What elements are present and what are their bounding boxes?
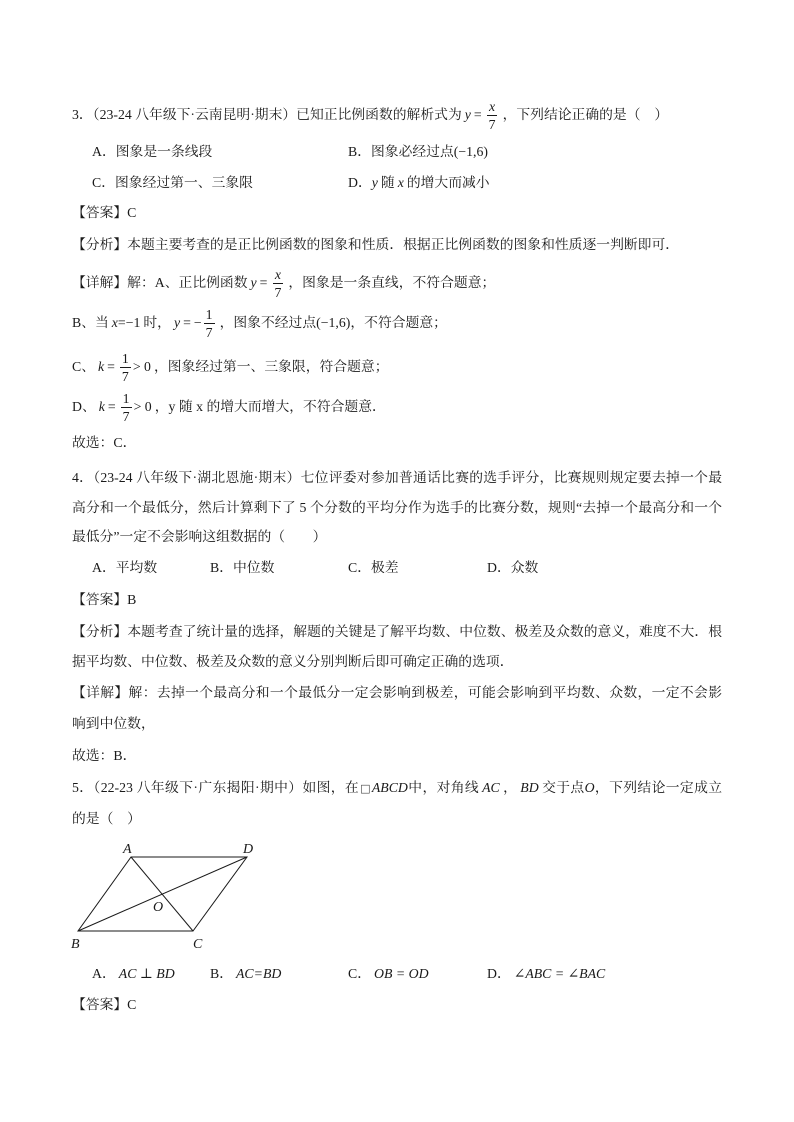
question-4-detail-line-2: 响到中位数， [72, 716, 155, 731]
option-d-mid: 随 [380, 175, 395, 190]
option-a [92, 963, 210, 985]
question-5-answer: 【答案】C [72, 997, 137, 1012]
fraction-numerator: 1 [121, 350, 129, 366]
fraction-denominator: 7 [122, 408, 130, 424]
option-b [348, 141, 722, 163]
question-3-stem-suffix: ，下列结论正确的是（ ） [502, 107, 669, 122]
formula-equals-sign: = [107, 359, 115, 374]
formula-y-equals-x-over-7 [250, 266, 286, 300]
formula-equals-sign: = [473, 107, 482, 122]
question-4-stem-line-1: 4．（23-24 八年级下·湖北恩施·期末）七位评委对参加普通话比赛的选手评分，比赛规则规定要去掉一个最 [72, 470, 722, 485]
question-5-stem-comma: ， [502, 780, 518, 795]
option-b [210, 963, 348, 985]
question-5 [72, 777, 722, 1016]
option-c: C．图象经过第一、三象限 [92, 175, 253, 190]
option-c: C．极差 [348, 560, 399, 575]
question-5-stem-text-3: ，下列结论一定成立 [594, 780, 723, 795]
question-4-detail-line-1: 【详解】解：去掉一个最高分和一个最低分一定会影响到极差，可能会影响到平均数、众数，一定不会影 [72, 685, 722, 700]
question-5-stem-text-2: 交于点 [541, 780, 585, 795]
detail-b-text: ，图象不经过点 [219, 315, 317, 330]
formula-var-y: y [250, 275, 257, 290]
question-3-options-row-2 [72, 172, 722, 194]
question-4-answer: 【答案】B [72, 592, 137, 607]
formula-minus-sign: − [193, 315, 202, 330]
question-3-stem-prefix: 3．（23-24 八年级下·云南昆明·期末）已知正比例函数的解析式为 [72, 107, 462, 122]
formula-condition-value: =−1 [117, 315, 141, 330]
fraction-numerator: x [274, 266, 281, 282]
detail-a-suffix: ，图象是一条直线，不符合题意； [288, 275, 496, 290]
option-b-text: B．图象必经过点 [348, 144, 454, 159]
parallelogram-diagram [60, 839, 270, 951]
formula-k-equals-1-over-7 [98, 350, 151, 384]
formula-var-x: x [111, 315, 118, 330]
option-c-label: C． [348, 966, 371, 981]
option-b-point: (−1,6) [453, 144, 488, 159]
question-4-stem-line-3: 最低分”一定不会影响这组数据的（ ） [72, 529, 327, 544]
formula-greater-than-zero: > 0 [133, 399, 152, 414]
intersection-label-o: O [153, 900, 164, 915]
option-d [487, 963, 722, 985]
question-5-stem-line-1 [72, 777, 722, 800]
fraction-x-over-7 [487, 100, 498, 132]
vertex-label-c: C [193, 937, 203, 951]
vertex-label-b: B [71, 937, 80, 951]
vertex-label-d: D [243, 842, 254, 857]
option-c-formula: OB = OD [374, 966, 429, 981]
detail-d-suffix: ，y 随 x 的增大而增大，不符合题意． [154, 399, 386, 414]
option-d-formula: ∠ABC = ∠BAC [513, 966, 606, 981]
point-o-name: O [584, 780, 595, 795]
question-4 [72, 467, 722, 767]
formula-equals-sign: = [107, 399, 116, 414]
option-d [348, 172, 722, 194]
option-d-var-x: x [397, 175, 404, 190]
parallelogram-figure [60, 839, 722, 951]
diagonal-bd-name: BD [520, 780, 539, 795]
parallelogram-symbol: □ [360, 782, 371, 795]
detail-b-point: (−1,6) [316, 315, 351, 330]
option-d-end: 的增大而减小 [406, 175, 490, 190]
question-3-detail-b [72, 303, 722, 343]
question-4-conclusion: 故选：B． [72, 748, 137, 763]
formula-y-equals-minus-1-over-7 [173, 306, 217, 340]
option-d-label: D． [487, 966, 511, 981]
detail-b-suffix: ，不符合题意； [350, 315, 447, 330]
fraction-x-over-7 [272, 268, 283, 300]
question-3-stem [72, 95, 722, 135]
detail-b-prefix: B、当 [72, 315, 109, 330]
question-4-stem-line-2: 高分和一个最低分，然后计算剩下了 5 个分数的平均分作为选手的比赛分数，规则“去掉一个最高分和一个 [72, 500, 722, 515]
fraction-denominator: 7 [205, 324, 213, 340]
option-d-label: D． [348, 175, 372, 190]
fraction-denominator: 7 [121, 368, 129, 384]
vertex-label-a: A [123, 842, 132, 857]
option-a-label: A． [92, 966, 116, 981]
question-5-stem-text-1: 中，对角线 [407, 780, 480, 795]
fraction-numerator: 1 [205, 306, 213, 322]
option-d: D．众数 [487, 560, 539, 575]
diagonal-bd [78, 857, 247, 931]
question-3 [72, 95, 722, 454]
option-b-label: B． [210, 966, 233, 981]
option-a: A．图象是一条线段 [92, 144, 213, 159]
question-3-detail-c [72, 347, 722, 387]
option-d-var-y: y [371, 175, 378, 190]
formula-var-y: y [173, 315, 181, 330]
question-3-detail-d [72, 387, 722, 427]
fraction-numerator: 1 [122, 390, 130, 406]
option-b-formula: AC=BD [236, 966, 282, 981]
question-5-options [72, 963, 722, 985]
question-4-options [72, 557, 722, 579]
question-3-conclusion: 故选：C． [72, 435, 137, 450]
detail-c-suffix: ，图象经过第一、三象限，符合题意； [153, 359, 389, 374]
formula-var-k: k [98, 399, 105, 414]
formula-var-k: k [98, 359, 105, 374]
formula-y-equals-x-over-7 [464, 98, 500, 132]
option-c [348, 963, 487, 985]
parallelogram-name: ABCD [371, 780, 408, 795]
fraction-1-over-7 [120, 352, 131, 384]
detail-a-prefix: 【详解】解：A、正比例函数 [72, 275, 248, 290]
question-5-stem-prefix: 5．（22-23 八年级下·广东揭阳·期中）如图，在 [72, 780, 360, 795]
fraction-1-over-7 [121, 392, 132, 424]
formula-var-y: y [464, 107, 471, 122]
question-4-analysis-line-1: 【分析】本题考查了统计量的选择，解题的关键是了解平均数、中位数、极差及众数的意义，难度不大．根 [72, 624, 722, 639]
question-3-answer: 【答案】C [72, 205, 137, 220]
formula-equals-sign: = [183, 315, 191, 330]
option-a: A．平均数 [92, 560, 158, 575]
detail-c-prefix: C、 [72, 359, 95, 374]
option-a-formula: AC ⊥ BD [118, 966, 175, 981]
question-5-stem-line-2: 的是（ ） [72, 811, 141, 826]
option-b: B．中位数 [210, 560, 275, 575]
detail-b-mid: 时， [143, 315, 171, 330]
diagonal-ac-name: AC [482, 780, 500, 795]
question-3-detail-a [72, 263, 722, 303]
formula-x-equals-minus-1 [112, 315, 141, 330]
question-4-analysis-line-2: 据平均数、中位数、极差及众数的意义分别判断后即可确定正确的选项． [72, 654, 514, 669]
formula-greater-than-zero: > 0 [132, 359, 151, 374]
fraction-1-over-7 [204, 308, 215, 340]
formula-k-equals-1-over-7 [98, 390, 152, 424]
fraction-denominator: 7 [488, 116, 496, 132]
question-3-options-row-1 [72, 141, 722, 163]
fraction-denominator: 7 [274, 284, 282, 300]
detail-d-prefix: D、 [72, 399, 96, 414]
fraction-numerator: x [489, 98, 496, 114]
question-3-analysis: 【分析】本题主要考查的是正比例函数的图象和性质．根据正比例函数的图象和性质逐一判断即可． [72, 237, 680, 252]
formula-equals-sign: = [259, 275, 268, 290]
